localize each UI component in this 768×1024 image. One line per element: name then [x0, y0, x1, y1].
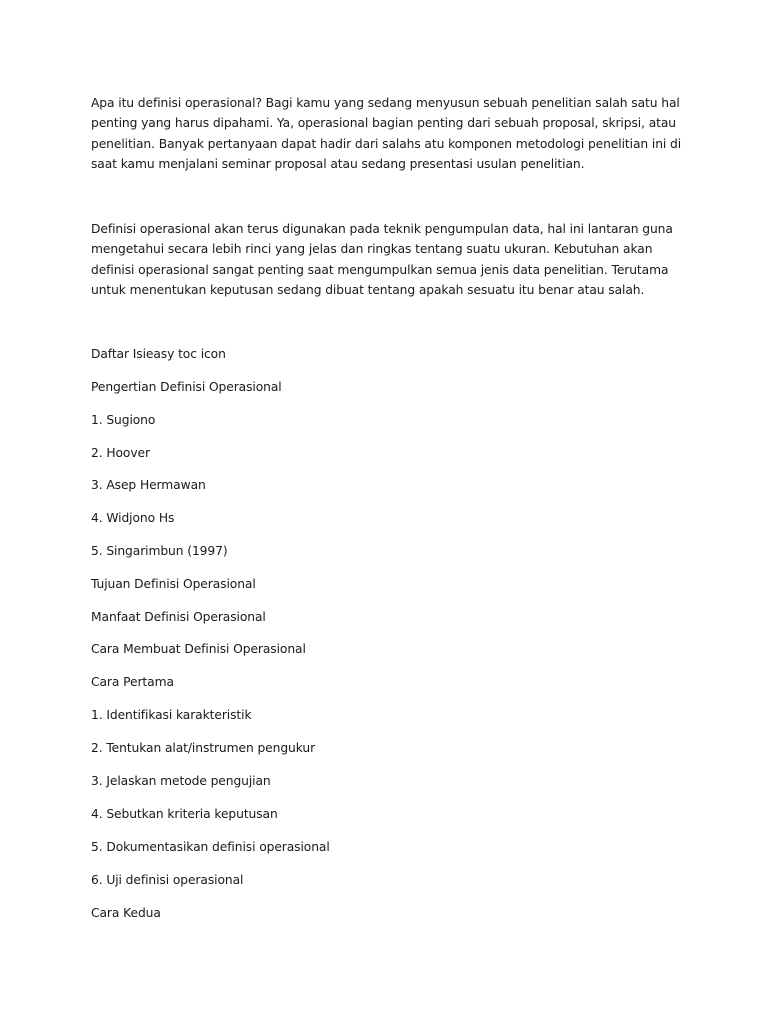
- toc-item: 1. Identifikasi karakteristik: [91, 708, 252, 722]
- toc-heading: Daftar Isieasy toc icon: [91, 347, 226, 361]
- toc-item: Tujuan Definisi Operasional: [91, 577, 256, 591]
- toc-item: Manfaat Definisi Operasional: [91, 610, 266, 624]
- toc-item: 4. Widjono Hs: [91, 511, 175, 525]
- toc-item: 5. Singarimbun (1997): [91, 544, 228, 558]
- intro-paragraph: Apa itu definisi operasional? Bagi kamu yang sedang menyusun sebuah penelitian salah satu hal penting yang harus dipahami. Ya, operasional bagian penting dari sebuah proposal, skripsi, atau penelitian. Banyak pertanyaan dapat hadir dari salahs atu komponen metodologi penelitian ini di saat kamu menjalani seminar proposal atau sedang presentasi usulan penelitian.: [91, 96, 682, 171]
- toc-item: Cara Kedua: [91, 906, 161, 920]
- definition-usage-paragraph: Definisi operasional akan terus digunakan pada teknik pengumpulan data, hal ini lantaran guna mengetahui secara lebih rinci yang jelas dan ringkas tentang suatu ukuran. Kebutuhan akan definisi operasional sangat penting saat mengumpulkan semua jenis data penelitian. Terutama untuk menentukan keputusan sedang dibuat tentang apakah sesuatu itu benar atau salah.: [91, 222, 673, 297]
- toc-item: Pengertian Definisi Operasional: [91, 380, 282, 394]
- toc-item: 6. Uji definisi operasional: [91, 873, 244, 887]
- toc-item: Cara Membuat Definisi Operasional: [91, 642, 306, 656]
- toc-item: 5. Dokumentasikan definisi operasional: [91, 840, 330, 854]
- toc-item: 1. Sugiono: [91, 413, 156, 427]
- toc-item: 2. Hoover: [91, 446, 150, 460]
- toc-item: 3. Asep Hermawan: [91, 478, 206, 492]
- toc-item: 4. Sebutkan kriteria keputusan: [91, 807, 278, 821]
- toc-item: Cara Pertama: [91, 675, 174, 689]
- toc-item: 2. Tentukan alat/instrumen pengukur: [91, 741, 316, 755]
- toc-item: 3. Jelaskan metode pengujian: [91, 774, 271, 788]
